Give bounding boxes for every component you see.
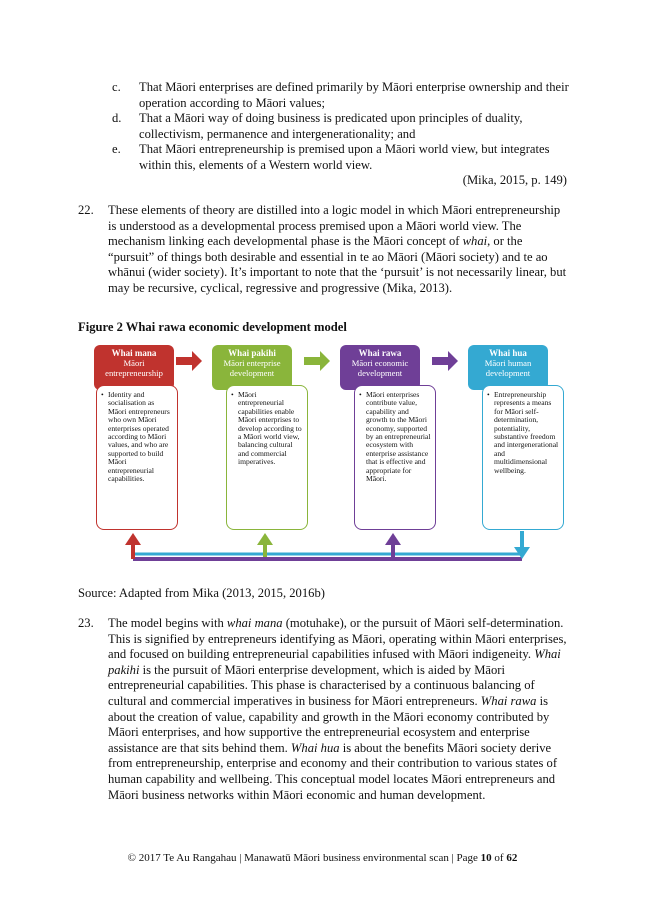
list-item-d: That a Māori way of doing business is predicated upon principles of duality, collectivism, permanence and intergenerationality; and — [139, 111, 523, 141]
page-footer: © 2017 Te Au Rangahau | Manawatū Māori business environmental scan | Page 10 of 62 — [127, 852, 518, 864]
arrow-red-icon — [176, 351, 202, 371]
para-22-number: 22. — [78, 203, 94, 217]
para-23-number: 23. — [78, 616, 94, 630]
arrow-green-icon — [304, 351, 330, 371]
figure-source: Source: Adapted from Mika (2013, 2015, 2016b) — [78, 586, 325, 600]
whai-rawa-diagram — [90, 345, 570, 577]
list-item-e: That Māori entrepreneurship is premised upon a Māori world view, but integrates within this, elements of a Western world view. — [139, 142, 550, 172]
para-22: These elements of theory are distilled into a logic model in which Māori entrepreneurship is understood as a developmental process premised upon a Māori world view. The mechanism linking each developmental phase is the Māori concept of whai, or the “pursuit” of things both desirable and essential in te ao Māori (Māori society) and te ao whānui (wider society). It’s important to note that the ‘pursuit’ is not necessarily linear, but may be recursive, cyclical, regressive and progressive (Mika, 2013). — [108, 203, 567, 295]
citation: (Mika, 2015, p. 149) — [462, 173, 567, 187]
arrow-up-purple-icon — [385, 533, 401, 545]
arrow-up-green-icon — [257, 533, 273, 545]
list-item-c: That Māori enterprises are defined primarily by Māori enterprise ownership and their operation according to Māori values; — [139, 80, 569, 110]
stage-card-whai-hua: • Entrepreneurship represents a means for Māori self-determination, potentiality, substantive freedom and intergenerational and multidimensional wellbeing. — [482, 385, 564, 530]
stage-card-whai-mana: • Identity and socialisation as Māori entrepreneurs who own Māori enterprises operated according to Māori values, and who are supported to build Māori entrepreneurial capabilities. — [96, 385, 178, 530]
arrow-purple-icon — [432, 351, 458, 371]
para-23: The model begins with whai mana (motuhake), or the pursuit of Māori self-determination. This is signified by entrepreneurs identifying as Māori, operating within Māori enterprises, and focused on building entrepreneurial capabilities infused with Māori indigeneity. Whai pakihi is the pursuit of Māori enterprise development, which is aided by Māori entrepreneurial capabilities. This phase is characterised by a continuous balancing of cultural and commercial imperatives in business for Māori entrepreneurs. Whai rawa is about the creation of value, capability and growth in the Māori economy contributed by Māori enterprises, and how supportive the entrepreneurial ecosystem and enterprise assistance are that sits behind them. Whai hua is about the benefits Māori society derive from entrepreneurship, enterprise and economy and their contribution to various states of human capability and wellbeing. This conceptual model locates Māori entrepreneurs and Māori business networks within Māori economic and human development. — [108, 616, 567, 802]
list-letter-c: c. — [112, 80, 121, 94]
stage-card-whai-pakihi: • Māori entrepreneurial capabilities enable Māori enterprises to develop according to a Māori world view, balancing cultural and commercial imperatives. — [226, 385, 308, 530]
stage-header-whai-mana: Whai mana Māori entrepreneurship — [94, 345, 174, 390]
stage-header-whai-hua: Whai hua Māori human development — [468, 345, 548, 390]
arrow-up-red-icon — [125, 533, 141, 545]
stage-header-whai-rawa: Whai rawa Māori economic development — [340, 345, 420, 390]
list-letter-e: e. — [112, 142, 121, 156]
stage-header-whai-pakihi: Whai pakihi Māori enterprise development — [212, 345, 292, 390]
figure-title: Figure 2 Whai rawa economic development model — [78, 320, 347, 334]
list-letter-d: d. — [112, 111, 122, 125]
stage-card-whai-rawa: • Māori enterprises contribute value, capability and growth to the Māori economy, supported by an entrepreneurial ecosystem with enterprise assistance that is effective and appropriate for Māori. — [354, 385, 436, 530]
